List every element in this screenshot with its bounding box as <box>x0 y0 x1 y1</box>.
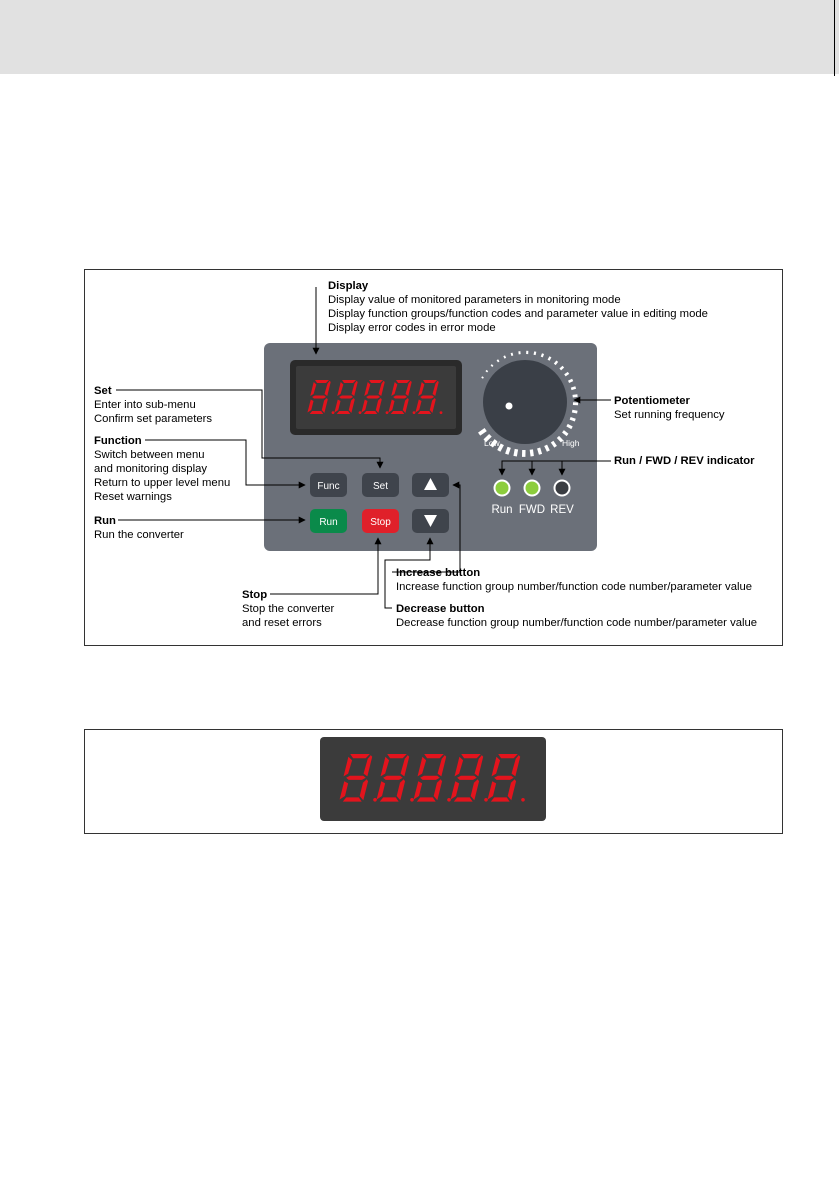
indicator-rev-label: REV <box>550 504 574 516</box>
display-annotation-line: Display value of monitored parameters in monitoring mode <box>328 294 621 306</box>
dial-low-label: Low <box>484 438 500 448</box>
increase-annotation-title: Increase button <box>396 567 481 579</box>
display-decimal-point <box>521 798 525 802</box>
decrease-annotation-line: Decrease function group number/function code number/parameter value <box>396 617 758 629</box>
set-annotation-line: Enter into sub-menu <box>94 399 196 411</box>
function-annotation-line: Reset warnings <box>94 491 172 503</box>
increase-annotation-line: Increase function group number/function code number/parameter value <box>396 581 753 593</box>
run-button-label: Run <box>319 517 338 528</box>
potentiometer-annotation-title: Potentiometer <box>614 395 690 407</box>
indicator-run-label: Run <box>491 504 513 516</box>
set-annotation-line: Confirm set parameters <box>94 413 213 425</box>
display-decimal-point <box>373 798 377 802</box>
set-annotation-title: Set <box>94 385 112 397</box>
indicator-fwd-label: FWD <box>518 504 546 516</box>
indicator-annotation-title: Run / FWD / REV indicator <box>614 455 755 467</box>
potentiometer-annotation-line: Set running frequency <box>614 409 725 421</box>
func-button-label: Func <box>317 481 340 492</box>
stop-button-label: Stop <box>370 517 391 528</box>
function-annotation-line: Return to upper level menu <box>94 477 231 489</box>
stop-annotation-line: and reset errors <box>242 617 322 629</box>
run-annotation-line: Run the converter <box>94 529 184 541</box>
display-annotation-line: Display error codes in error mode <box>328 322 496 334</box>
function-annotation-line: and monitoring display <box>94 463 208 475</box>
run-annotation-title: Run <box>94 515 116 527</box>
display-decimal-point <box>484 798 488 802</box>
display-decimal-point <box>410 798 414 802</box>
display-annotation-title: Display <box>328 280 369 292</box>
display-annotation-line: Display function groups/function codes and parameter value in editing mode <box>328 308 708 320</box>
decrease-annotation-title: Decrease button <box>396 603 485 615</box>
display-decimal-point <box>447 798 451 802</box>
stop-annotation-title: Stop <box>242 589 268 601</box>
dial-high-label: High <box>562 438 580 448</box>
set-button-label: Set <box>372 481 389 492</box>
stop-annotation-line: Stop the converter <box>242 603 335 615</box>
function-annotation-line: Switch between menu <box>94 449 205 461</box>
function-annotation-title: Function <box>94 435 142 447</box>
